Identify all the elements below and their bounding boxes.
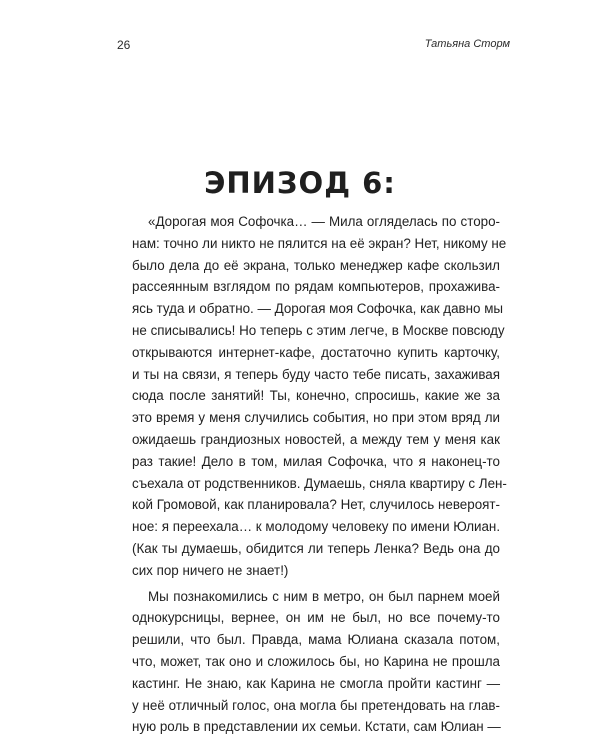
text-line: сюда после занятий! Ты, конечно, спросишь, какие же за xyxy=(132,388,500,404)
text-line: что, может, так оно и сложилось бы, но Карина не прошла xyxy=(132,653,500,669)
running-head-author: Татьяна Сторм xyxy=(424,38,510,50)
text-line: Мы познакомились с ним в метро, он был парнем моей xyxy=(148,588,500,604)
text-line: «Дорогая моя Софочка… — Мила огляделась по сторо- xyxy=(148,214,500,229)
text-line: не списывались! Но теперь с этим легче, в Москве повсюду xyxy=(132,322,505,338)
text-line: открываются интернет-кафе, достаточно купить карточку, xyxy=(132,344,500,360)
text-line: решили, что был. Правда, мама Юлиана сказала потом, xyxy=(132,632,500,648)
text-line: раз такие! Дело в том, милая Софочка, что я наконец-то xyxy=(132,453,500,469)
text-line: нам: точно ли никто не пялится на её экран? Нет, никому не xyxy=(132,235,507,251)
text-line: сих пор ничего не знает!) xyxy=(132,562,289,578)
text-line: ную роль в представлении их семьи. Кстати, сам Юлиан — xyxy=(132,719,501,735)
text-line: у неё отличный голос, она могла бы претендовать на глав- xyxy=(132,697,500,713)
text-line: съехала от родственников. Думаешь, сняла квартиру с Лен- xyxy=(132,475,507,491)
text-line: и ты на связи, я теперь буду часто тебе писать, захаживая xyxy=(132,366,500,382)
paragraph-1 xyxy=(116,211,507,582)
chapter-title: ЭПИЗОД 6: xyxy=(204,166,396,200)
text-line: ожидаешь грандиозных новостей, а между тем у меня как xyxy=(132,431,500,447)
text-line: кой Громовой, как планировала? Нет, случилось невероят- xyxy=(132,497,500,513)
text-line: кастинг. Не знаю, как Карина не смогла пройти кастинг — xyxy=(132,675,500,691)
text-line: это время у меня случились события, но при этом вряд ли xyxy=(132,410,500,426)
paragraph-2 xyxy=(116,586,500,739)
text-line: рассеянным взглядом по рядам компьютеров, прохажива- xyxy=(132,279,500,295)
page-number: 26 xyxy=(117,38,131,52)
text-line: ясь туда и обратно. — Дорогая моя Софочка, как давно мы xyxy=(132,301,504,317)
text-line: ное: я переехала… к молодому человеку по имени Юлиан. xyxy=(132,519,501,535)
text-line: (Как ты думаешь, обидится ли теперь Ленка? Ведь она до xyxy=(132,540,500,556)
text-line: однокурсницы, вернее, он им не был, но все почему-то xyxy=(132,610,500,626)
text-line: было дела до её экрана, только менеджер кафе скользил xyxy=(132,257,500,273)
body-text xyxy=(116,211,507,738)
